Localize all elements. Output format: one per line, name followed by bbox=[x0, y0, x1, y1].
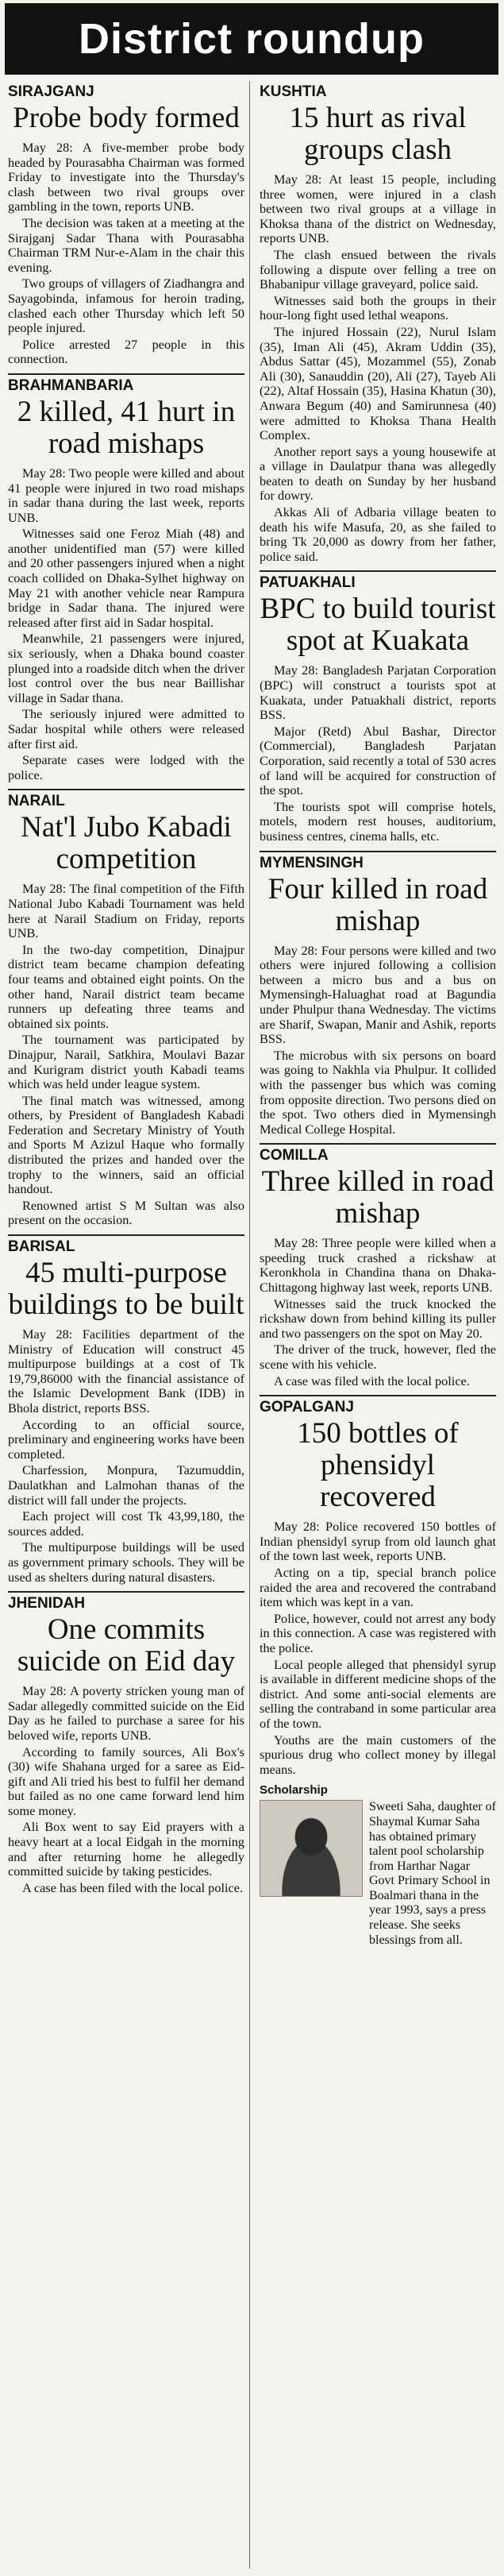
story-body bbox=[260, 1520, 496, 1777]
news-story bbox=[260, 570, 496, 844]
story-paragraph: The multipurpose buildings will be used as government primary schools. They will be used as shelters during natural disasters. bbox=[8, 1539, 244, 1585]
story-paragraph: Witnesses said both the groups in their hour-long fight used lethal weapons. bbox=[260, 292, 496, 323]
story-paragraph: Separate cases were lodged with the police. bbox=[8, 752, 244, 782]
story-paragraph: According to an official source, preliminary and engineering works have been completed. bbox=[8, 1416, 244, 1462]
dateline: COMILLA bbox=[260, 1143, 496, 1164]
headline: Three killed in road mishap bbox=[261, 1165, 494, 1230]
story-paragraph: In the two-day competition, Dinajpur district team became champion defeating four teams and obtained eight points. On the other hand, Narail district team became runners up defeating three teams and obtained six points. bbox=[8, 941, 244, 1031]
story-paragraph: Police arrested 27 people in this connection. bbox=[8, 336, 244, 367]
story-body bbox=[8, 141, 244, 367]
story-paragraph: Local people alleged that phensidyl syrup is available in different medicine shops of the district. And some anti-social elements are selling the contraband in some particular area of the town. bbox=[260, 1656, 496, 1731]
story-paragraph: May 28: Facilities department of the Ministry of Education will construct 45 multipurpose buildings at a cost of Tk 19,79,86000 with the financial assistance of the Islamic Development Bank (IDB) in Bhola district, reports BSS. bbox=[8, 1327, 244, 1415]
story-paragraph: May 28: The final competition of the Fifth National Jubo Kabadi Tournament was held here at Narail Stadium on Friday, reports UNB. bbox=[8, 881, 244, 941]
story-paragraph: A case has been filed with the local police. bbox=[22, 1879, 244, 1895]
story-paragraph: Meanwhile, 21 passengers were injured, six seriously, when a Dhaka bound coaster plunged into a roadside ditch when the driver lost control over the bus near Baillishar village in Sadar thana. bbox=[8, 631, 244, 705]
story-paragraph: A case was filed with the local police. bbox=[274, 1373, 470, 1388]
story-paragraph: Akkas Ali of Adbaria village beaten to death his wife Masufa, 20, as she failed to bring Tk 20,000 as dowry from her father, police said. bbox=[260, 504, 496, 564]
story-paragraph: The driver of the truck, however, fled the scene with his vehicle. bbox=[260, 1342, 496, 1373]
story-paragraph: May 28: At least 15 people, including three women, were injured in a clash between two rival groups at a village in Khoksa thana of the district on Wednesday, reports UNB. bbox=[260, 172, 496, 246]
story-paragraph: The tournament was participated by Dinajpur, Narail, Satkhira, Moulavi Bazar and Kurigram district youth Kabadi teams which was held under league system. bbox=[8, 1032, 244, 1092]
story-paragraph: The seriously injured were admitted to Sadar hospital while others were released after first aid. bbox=[8, 706, 244, 751]
headline: 15 hurt as rival groups clash bbox=[289, 102, 467, 166]
news-story bbox=[8, 81, 244, 367]
news-story bbox=[260, 1143, 496, 1388]
news-story bbox=[260, 81, 496, 564]
story-body bbox=[260, 663, 496, 844]
story-paragraph: Charfession, Monpura, Tazumuddin, Daulatkhan and Lalmohan thanas of the district will fall under the projects. bbox=[8, 1462, 244, 1508]
dateline: KUSHTIA bbox=[260, 83, 327, 100]
story-paragraph: The clash ensued between the rivals following a dispute over felling a tree on Bhabanipur village graveyard, police said. bbox=[260, 246, 496, 292]
story-paragraph: The microbus with six persons on board was going to Nakhla via Phulpur. It collided with the passenger bus which was coming from opposite direction. Two persons died on the spot. Two others died in Mymensingh Medical College Hospital. bbox=[260, 1047, 496, 1137]
news-story bbox=[8, 789, 244, 1228]
story-paragraph: Acting on a tip, special branch police raided the area and recovered the contraband item which was kept in a van. bbox=[260, 1565, 496, 1610]
story-paragraph: Police, however, could not arrest any body in this connection. A case was registered with the police. bbox=[260, 1610, 496, 1655]
story-paragraph: According to family sources, Ali Box's (30) wife Shahana urged for a saree as Eid-gift and Ali tried his best to fulfil her demand but failed as no one came forward lend him some money. bbox=[8, 1744, 244, 1818]
dateline: PATUAKHALI bbox=[260, 570, 496, 592]
story-paragraph: Each project will cost Tk 43,99,180, the sources added. bbox=[8, 1508, 244, 1539]
news-story bbox=[8, 1591, 244, 1895]
scholarship-text: Sweeti Saha, daughter of Shaymal Kumar Saha has obtained primary talent pool scholarship from Harthar Nagar Govt Primary School in Boalmari thana in the year 1993, says a press release. She seeks blessings from all. bbox=[369, 1800, 496, 1947]
dateline: BRAHMANBARIA bbox=[8, 373, 244, 395]
story-paragraph: Witnesses said one Feroz Miah (48) and another unidentified man (57) were killed and 20 other passengers injured when a night coach collided on Dhaka-Sylhet highway on May 21 with another vehicle near Rampura bridge in Sadar thana. The injured were released after first aid in Sadar hospital. bbox=[8, 526, 244, 630]
story-body bbox=[8, 466, 244, 782]
right-stories bbox=[260, 81, 496, 1777]
story-paragraph: The final match was witnessed, among others, by President of Bangladesh Kabadi Federation and Secretary Ministry of Youth and Sports M Azizul Haque who formally distributed the prizes and handed over the trophy to the winners, said an official handout. bbox=[8, 1092, 244, 1197]
dateline: BARISAL bbox=[8, 1234, 244, 1256]
portrait-photo bbox=[260, 1800, 363, 1897]
story-paragraph: The decision was taken at a meeting at the Sirajganj Sadar Thana with Pourasabha Chairman TRM Nur-e-Alam in the chair this evening. bbox=[8, 214, 244, 275]
headline: Four killed in road mishap bbox=[267, 872, 488, 937]
story-paragraph: Ali Box went to say Eid prayers with a heavy heart at a local Eidgah in the morning and after returning home he allegedly committed suicide by taking pesticides. bbox=[8, 1819, 244, 1879]
scholarship-text-wrap bbox=[369, 1800, 496, 1948]
story-paragraph: May 28: Bangladesh Parjatan Corporation (BPC) will construct a tourists spot at Kuakata, under Patuakhali district, reports BSS. bbox=[260, 662, 496, 723]
right-column bbox=[260, 81, 496, 1948]
headline: One commits suicide on Eid day bbox=[17, 1613, 236, 1678]
dateline: GOPALGANJ bbox=[260, 1395, 496, 1416]
news-story bbox=[260, 1395, 496, 1777]
story-paragraph: The tourists spot will comprise hotels, motels, modern rest houses, auditorium, business centres, cinema halls, etc. bbox=[260, 798, 496, 844]
headline: 45 multi-purpose buildings to be built bbox=[8, 1257, 244, 1322]
story-paragraph: May 28: Two people were killed and about 41 people were injured in two road mishaps in sadar thana during the last week, reports UNB. bbox=[8, 465, 244, 525]
story-paragraph: Another report says a young housewife at a village in Daulatpur thana was allegedly beaten to death on Sunday by her husband for dowry. bbox=[260, 443, 496, 504]
section-banner: District roundup bbox=[5, 3, 498, 75]
story-body bbox=[260, 944, 496, 1137]
story-paragraph: Renowned artist S M Sultan was also present on the occasion. bbox=[8, 1197, 244, 1228]
headline: Nat'l Jubo Kabadi competition bbox=[21, 811, 232, 876]
headline: BPC to build tourist spot at Kuakata bbox=[260, 593, 496, 658]
story-paragraph: Major (Retd) Abul Bashar, Director (Commercial), Bangladesh Parjatan Corporation, said recently a total of 530 acres of land will be acquired for construction of the spot. bbox=[260, 723, 496, 798]
story-paragraph: Two groups of villagers of Ziadhangra and Sayagobinda, infamous for heroin trading, clashed each other Thursday which left 50 people injured. bbox=[8, 276, 244, 336]
story-body bbox=[8, 1684, 244, 1895]
headline: Probe body formed bbox=[13, 102, 240, 134]
news-story bbox=[260, 851, 496, 1137]
story-body bbox=[260, 1236, 496, 1388]
story-body bbox=[260, 172, 496, 564]
story-paragraph: May 28: Four persons were killed and two others were injured following a collision between a micro bus and a bus on Mymensingh-Haluaghat road at Bagundia under Phulpur thana Wednesday. The victims are Sharif, Swapan, Manir and Ashik, reports BSS. bbox=[260, 942, 496, 1047]
scholarship-block bbox=[260, 1800, 496, 1948]
dateline: JHENIDAH bbox=[8, 1591, 244, 1612]
story-body bbox=[8, 882, 244, 1228]
columns bbox=[8, 81, 496, 1948]
story-body bbox=[8, 1327, 244, 1585]
dateline: SIRAJGANJ bbox=[8, 83, 94, 100]
story-paragraph: Witnesses said the truck knocked the rickshaw down from behind killing its puller and two passengers on the spot on May 20. bbox=[260, 1296, 496, 1341]
story-paragraph: May 28: Police recovered 150 bottles of Indian phensidyl syrup from old launch ghat of the town last week, reports UNB. bbox=[260, 1519, 496, 1564]
headline: 150 bottles of phensidyl recovered bbox=[297, 1417, 459, 1514]
left-column bbox=[8, 81, 244, 1948]
story-paragraph: May 28: Three people were killed when a speeding truck crashed a rickshaw at Keronkhola in Chandina thana on Dhaka-Chittagong highway last week, reports UNB. bbox=[260, 1235, 496, 1296]
dateline: NARAIL bbox=[8, 789, 244, 810]
news-story bbox=[8, 373, 244, 782]
story-paragraph: May 28: A poverty stricken young man of Sadar allegedly committed suicide on the Eid Day as he failed to purchase a saree for his beloved wife, reports UNB. bbox=[8, 1683, 244, 1743]
headline: 2 killed, 41 hurt in road mishaps bbox=[17, 395, 236, 460]
scholarship-title: Scholarship bbox=[260, 1783, 328, 1798]
dateline: MYMENSINGH bbox=[260, 851, 496, 872]
news-story bbox=[8, 1234, 244, 1585]
story-paragraph: The injured Hossain (22), Nurul Islam (35), Iman Ali (45), Akram Uddin (35), Abdus Sattar (45), Mozammel (55), Zonab Ali (30), Sanauddin (20), Ali (27), Tayeb Ali (22), Altaf Hossain (35), Hasina Khatun (30), Anwara Begum (40) and Samirunnesa (40) were admitted to Khoksa Thana Health Complex. bbox=[260, 323, 496, 443]
story-paragraph: May 28: A five-member probe body headed by Pourasabha Chairman was formed Friday to investigate into the Thursday's clash between two rival groups over gambling in the town, reports UNB. bbox=[8, 140, 244, 214]
story-paragraph: Youths are the main customers of the spurious drug who collect money by illegal means. bbox=[260, 1732, 496, 1777]
